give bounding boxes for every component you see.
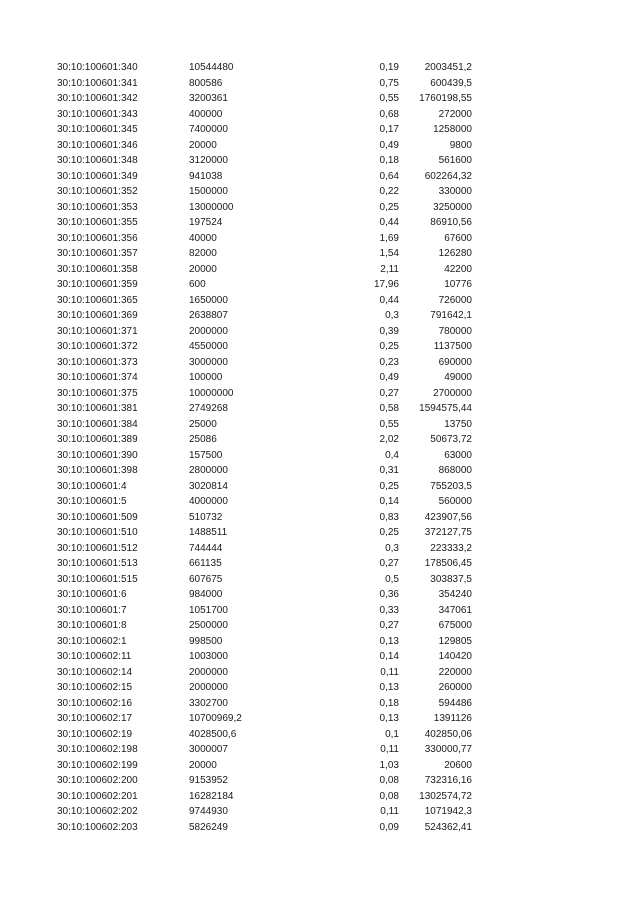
area-cell: 2638807 xyxy=(189,310,228,321)
cadastral-number-cell: 30:10:100601:358 xyxy=(57,263,138,275)
rate-cell: 0,55 xyxy=(379,93,399,104)
table-row xyxy=(0,153,640,169)
area-cell: 4000000 xyxy=(189,496,228,507)
rate-cell: 0,36 xyxy=(379,589,399,600)
table-row xyxy=(0,355,640,371)
rate-cell: 0,22 xyxy=(379,186,399,197)
cadastral-number-cell: 30:10:100601:390 xyxy=(57,449,138,461)
value-cell: 67600 xyxy=(444,232,472,244)
value-cell: 2003451,2 xyxy=(424,62,472,73)
area-cell: 25000 xyxy=(189,418,217,430)
value-cell: 330000 xyxy=(438,186,472,197)
rate-cell: 0,31 xyxy=(379,465,399,476)
rate-cell: 0,18 xyxy=(379,697,399,709)
rate-cell: 17,96 xyxy=(373,279,399,290)
value-cell: 1302574,72 xyxy=(419,790,472,802)
cadastral-number-cell: 30:10:100601:340 xyxy=(57,62,138,73)
table-row xyxy=(0,448,640,464)
table-row xyxy=(0,603,640,619)
table-row xyxy=(0,525,640,541)
table-row xyxy=(0,262,640,278)
value-cell: 600439,5 xyxy=(430,77,472,89)
rate-cell: 0,11 xyxy=(380,744,399,755)
value-cell: 780000 xyxy=(438,325,472,337)
cadastral-number-cell: 30:10:100602:17 xyxy=(57,713,133,724)
value-cell: 140420 xyxy=(438,651,472,662)
table-row xyxy=(0,200,640,216)
rate-cell: 0,25 xyxy=(379,480,399,492)
area-cell: 4028500,6 xyxy=(189,728,237,740)
cadastral-number-cell: 30:10:100601:352 xyxy=(57,186,138,197)
table-row xyxy=(0,386,640,402)
area-cell: 3200361 xyxy=(189,93,228,104)
cadastral-number-cell: 30:10:100601:509 xyxy=(57,511,138,523)
value-cell: 223333,2 xyxy=(430,542,472,554)
value-cell: 1391126 xyxy=(433,713,472,724)
value-cell: 49000 xyxy=(444,372,472,383)
value-cell: 1594575,44 xyxy=(419,403,472,414)
value-cell: 1137500 xyxy=(433,341,472,352)
rate-cell: 0,1 xyxy=(385,728,399,740)
area-cell: 2000000 xyxy=(189,682,228,693)
rate-cell: 0,58 xyxy=(379,403,399,414)
table-row xyxy=(0,494,640,510)
area-cell: 197524 xyxy=(189,217,223,228)
table-row xyxy=(0,680,640,696)
table-row xyxy=(0,727,640,743)
cadastral-number-cell: 30:10:100602:1 xyxy=(57,635,127,647)
rate-cell: 0,08 xyxy=(379,775,399,786)
value-cell: 272000 xyxy=(438,108,472,120)
cadastral-number-cell: 30:10:100601:343 xyxy=(57,108,138,120)
area-cell: 13000000 xyxy=(189,201,234,213)
value-cell: 732316,16 xyxy=(424,775,472,786)
value-cell: 260000 xyxy=(438,682,472,693)
table-row xyxy=(0,169,640,185)
table-row xyxy=(0,789,640,805)
rate-cell: 0,83 xyxy=(379,511,399,523)
value-cell: 524362,41 xyxy=(424,821,472,833)
table-row xyxy=(0,215,640,231)
table-row xyxy=(0,773,640,789)
cadastral-number-cell: 30:10:100601:372 xyxy=(57,341,138,352)
cadastral-number-cell: 30:10:100601:357 xyxy=(57,248,138,259)
table-row xyxy=(0,231,640,247)
rate-cell: 0,25 xyxy=(379,201,399,213)
rate-cell: 0,68 xyxy=(379,108,399,120)
cadastral-number-cell: 30:10:100601:345 xyxy=(57,124,138,135)
table-row xyxy=(0,587,640,603)
cadastral-number-cell: 30:10:100602:201 xyxy=(57,790,138,802)
area-cell: 2800000 xyxy=(189,465,228,476)
rate-cell: 1,69 xyxy=(379,232,399,244)
rate-cell: 0,44 xyxy=(379,294,399,306)
area-cell: 600 xyxy=(189,279,206,290)
area-cell: 400000 xyxy=(189,108,223,120)
rate-cell: 0,75 xyxy=(379,77,399,89)
table-row xyxy=(0,463,640,479)
cadastral-number-cell: 30:10:100601:384 xyxy=(57,418,138,430)
area-cell: 2749268 xyxy=(189,403,228,414)
rate-cell: 0,4 xyxy=(385,449,399,461)
value-cell: 9800 xyxy=(449,139,472,151)
value-cell: 354240 xyxy=(438,589,472,600)
area-cell: 9153952 xyxy=(189,775,228,786)
rate-cell: 0,44 xyxy=(379,217,399,228)
table-row xyxy=(0,556,640,572)
table-row xyxy=(0,572,640,588)
rate-cell: 0,23 xyxy=(379,356,399,368)
table-row xyxy=(0,479,640,495)
table-row xyxy=(0,634,640,650)
rate-cell: 1,03 xyxy=(379,759,399,771)
value-cell: 868000 xyxy=(438,465,472,476)
rate-cell: 2,02 xyxy=(379,434,399,445)
area-cell: 5826249 xyxy=(189,821,228,833)
rate-cell: 0,13 xyxy=(379,682,399,693)
cadastral-number-cell: 30:10:100601:341 xyxy=(57,77,138,89)
area-cell: 2500000 xyxy=(189,620,228,631)
value-cell: 13750 xyxy=(444,418,472,430)
value-cell: 372127,75 xyxy=(424,527,472,538)
table-row xyxy=(0,107,640,123)
value-cell: 423907,56 xyxy=(424,511,472,523)
cadastral-number-cell: 30:10:100601:371 xyxy=(57,325,138,337)
area-cell: 744444 xyxy=(189,542,223,554)
cadastral-number-cell: 30:10:100602:14 xyxy=(57,666,133,678)
area-cell: 3120000 xyxy=(189,155,228,166)
area-cell: 7400000 xyxy=(189,124,228,135)
value-cell: 690000 xyxy=(438,356,472,368)
area-cell: 1500000 xyxy=(189,186,228,197)
cadastral-number-cell: 30:10:100601:359 xyxy=(57,279,138,290)
value-cell: 86910,56 xyxy=(430,217,472,228)
cadastral-number-cell: 30:10:100601:6 xyxy=(57,589,127,600)
cadastral-number-cell: 30:10:100601:7 xyxy=(57,604,127,616)
cadastral-number-cell: 30:10:100601:8 xyxy=(57,620,127,631)
cadastral-number-cell: 30:10:100601:369 xyxy=(57,310,138,321)
table-row xyxy=(0,308,640,324)
table-row xyxy=(0,758,640,774)
value-cell: 561600 xyxy=(438,155,472,166)
value-cell: 129805 xyxy=(438,635,472,647)
area-cell: 607675 xyxy=(189,573,223,585)
cadastral-number-cell: 30:10:100601:512 xyxy=(57,542,138,554)
rate-cell: 0,13 xyxy=(379,713,399,724)
table-row xyxy=(0,417,640,433)
rate-cell: 0,11 xyxy=(380,666,399,678)
area-cell: 2000000 xyxy=(189,666,228,678)
table-row xyxy=(0,804,640,820)
area-cell: 941038 xyxy=(189,170,223,182)
table-row xyxy=(0,618,640,634)
value-cell: 726000 xyxy=(438,294,472,306)
area-cell: 2000000 xyxy=(189,325,228,337)
rate-cell: 0,08 xyxy=(379,790,399,802)
cadastral-number-cell: 30:10:100602:202 xyxy=(57,806,138,817)
cadastral-number-cell: 30:10:100601:342 xyxy=(57,93,138,104)
table-row xyxy=(0,324,640,340)
table-row xyxy=(0,184,640,200)
cadastral-number-cell: 30:10:100601:356 xyxy=(57,232,138,244)
value-cell: 126280 xyxy=(438,248,472,259)
cadastral-number-cell: 30:10:100601:398 xyxy=(57,465,138,476)
value-cell: 1071942,3 xyxy=(424,806,472,817)
value-cell: 755203,5 xyxy=(430,480,472,492)
rate-cell: 0,18 xyxy=(379,155,399,166)
area-cell: 25086 xyxy=(189,434,217,445)
cadastral-number-cell: 30:10:100601:5 xyxy=(57,496,127,507)
table-row xyxy=(0,541,640,557)
rate-cell: 0,33 xyxy=(379,604,399,616)
rate-cell: 0,17 xyxy=(379,124,399,135)
rate-cell: 0,25 xyxy=(379,527,399,538)
table-row xyxy=(0,122,640,138)
rate-cell: 0,13 xyxy=(379,635,399,647)
rate-cell: 1,54 xyxy=(379,248,399,259)
area-cell: 1051700 xyxy=(189,604,228,616)
area-cell: 10000000 xyxy=(189,387,234,399)
table-row xyxy=(0,820,640,836)
value-cell: 594486 xyxy=(438,697,472,709)
table-row xyxy=(0,370,640,386)
cadastral-number-cell: 30:10:100601:365 xyxy=(57,294,138,306)
area-cell: 1003000 xyxy=(189,651,228,662)
table-row xyxy=(0,510,640,526)
table-row xyxy=(0,401,640,417)
rate-cell: 0,3 xyxy=(385,310,399,321)
cadastral-number-cell: 30:10:100602:198 xyxy=(57,744,138,755)
table-row xyxy=(0,91,640,107)
cadastral-number-cell: 30:10:100601:348 xyxy=(57,155,138,166)
area-cell: 16282184 xyxy=(189,790,234,802)
cadastral-number-cell: 30:10:100601:353 xyxy=(57,201,138,213)
cadastral-number-cell: 30:10:100602:16 xyxy=(57,697,133,709)
value-cell: 220000 xyxy=(438,666,472,678)
rate-cell: 2,11 xyxy=(380,263,399,275)
rate-cell: 0,27 xyxy=(379,558,399,569)
cadastral-number-cell: 30:10:100601:389 xyxy=(57,434,138,445)
cadastral-number-cell: 30:10:100601:349 xyxy=(57,170,138,182)
value-cell: 20600 xyxy=(444,759,472,771)
area-cell: 510732 xyxy=(189,511,223,523)
cadastral-number-cell: 30:10:100601:373 xyxy=(57,356,138,368)
cadastral-number-cell: 30:10:100601:375 xyxy=(57,387,138,399)
value-cell: 63000 xyxy=(444,449,472,461)
table-row xyxy=(0,711,640,727)
rate-cell: 0,27 xyxy=(379,387,399,399)
area-cell: 800586 xyxy=(189,77,223,89)
cadastral-number-cell: 30:10:100602:200 xyxy=(57,775,138,786)
area-cell: 4550000 xyxy=(189,341,228,352)
rate-cell: 0,25 xyxy=(379,341,399,352)
cadastral-number-cell: 30:10:100601:4 xyxy=(57,480,127,492)
table-row xyxy=(0,432,640,448)
area-cell: 3302700 xyxy=(189,697,228,709)
rate-cell: 0,55 xyxy=(379,418,399,430)
area-cell: 1488511 xyxy=(189,527,228,538)
cadastral-number-cell: 30:10:100601:381 xyxy=(57,403,138,414)
area-cell: 3000007 xyxy=(189,744,228,755)
table-row xyxy=(0,76,640,92)
area-cell: 10700969,2 xyxy=(189,713,242,724)
cadastral-number-cell: 30:10:100602:199 xyxy=(57,759,138,771)
cadastral-number-cell: 30:10:100601:374 xyxy=(57,372,138,383)
table-row xyxy=(0,665,640,681)
cadastral-number-cell: 30:10:100602:19 xyxy=(57,728,133,740)
cadastral-number-cell: 30:10:100601:346 xyxy=(57,139,138,151)
table-row xyxy=(0,246,640,262)
table-row xyxy=(0,138,640,154)
value-cell: 42200 xyxy=(444,263,472,275)
value-cell: 347061 xyxy=(438,604,472,616)
area-cell: 157500 xyxy=(189,449,223,461)
area-cell: 20000 xyxy=(189,263,217,275)
table-row xyxy=(0,649,640,665)
rate-cell: 0,39 xyxy=(379,325,399,337)
data-table xyxy=(0,60,640,835)
area-cell: 1650000 xyxy=(189,294,228,306)
rate-cell: 0,3 xyxy=(385,542,399,554)
rate-cell: 0,14 xyxy=(379,651,399,662)
area-cell: 984000 xyxy=(189,589,223,600)
area-cell: 40000 xyxy=(189,232,217,244)
rate-cell: 0,49 xyxy=(379,139,399,151)
area-cell: 82000 xyxy=(189,248,217,259)
value-cell: 330000,77 xyxy=(424,744,472,755)
rate-cell: 0,49 xyxy=(379,372,399,383)
rate-cell: 0,09 xyxy=(379,821,399,833)
rate-cell: 0,19 xyxy=(379,62,399,73)
area-cell: 20000 xyxy=(189,759,217,771)
table-row xyxy=(0,60,640,76)
cadastral-number-cell: 30:10:100602:11 xyxy=(57,651,132,662)
value-cell: 2700000 xyxy=(433,387,472,399)
table-row xyxy=(0,293,640,309)
area-cell: 3020814 xyxy=(189,480,228,492)
table-row xyxy=(0,277,640,293)
area-cell: 10544480 xyxy=(189,62,234,73)
rate-cell: 0,64 xyxy=(379,170,399,182)
cadastral-number-cell: 30:10:100601:510 xyxy=(57,527,138,538)
area-cell: 20000 xyxy=(189,139,217,151)
cadastral-number-cell: 30:10:100601:355 xyxy=(57,217,138,228)
cadastral-number-cell: 30:10:100602:203 xyxy=(57,821,138,833)
area-cell: 100000 xyxy=(189,372,223,383)
value-cell: 602264,32 xyxy=(424,170,472,182)
value-cell: 50673,72 xyxy=(430,434,472,445)
table-row xyxy=(0,742,640,758)
rate-cell: 0,14 xyxy=(379,496,399,507)
cadastral-number-cell: 30:10:100602:15 xyxy=(57,682,133,693)
value-cell: 1760198,55 xyxy=(419,93,472,104)
table-row xyxy=(0,696,640,712)
value-cell: 303837,5 xyxy=(430,573,472,585)
value-cell: 178506,45 xyxy=(424,558,472,569)
value-cell: 402850,06 xyxy=(424,728,472,740)
value-cell: 3250000 xyxy=(433,201,472,213)
area-cell: 998500 xyxy=(189,635,223,647)
area-cell: 9744930 xyxy=(189,806,228,817)
table-row xyxy=(0,339,640,355)
area-cell: 3000000 xyxy=(189,356,228,368)
cadastral-number-cell: 30:10:100601:513 xyxy=(57,558,138,569)
area-cell: 661135 xyxy=(189,558,222,569)
value-cell: 675000 xyxy=(438,620,472,631)
cadastral-number-cell: 30:10:100601:515 xyxy=(57,573,138,585)
value-cell: 1258000 xyxy=(433,124,472,135)
value-cell: 791642,1 xyxy=(430,310,472,321)
rate-cell: 0,11 xyxy=(380,806,399,817)
rate-cell: 0,5 xyxy=(385,573,399,585)
value-cell: 560000 xyxy=(438,496,472,507)
value-cell: 10776 xyxy=(444,279,472,290)
rate-cell: 0,27 xyxy=(379,620,399,631)
